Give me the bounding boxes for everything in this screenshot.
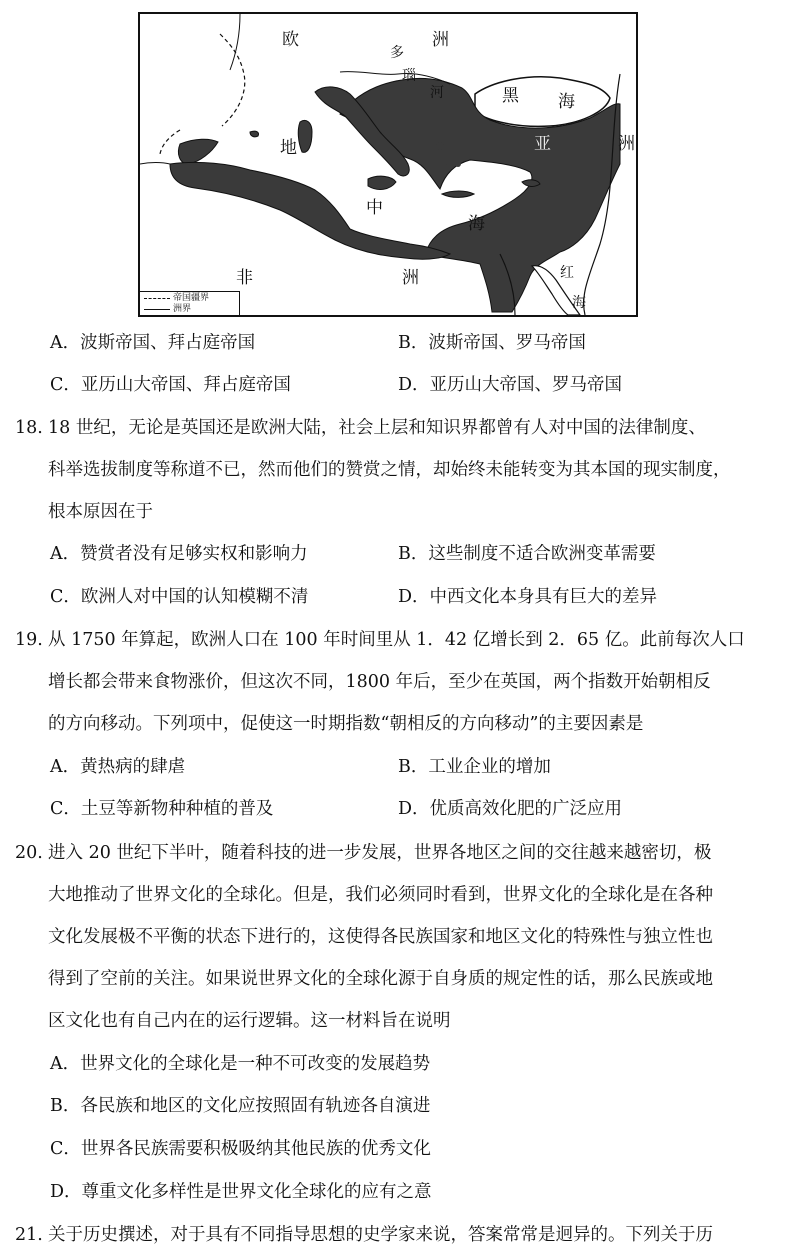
q18-option-d: D．中西文化本身具有巨大的差异	[398, 587, 658, 607]
historical-map	[138, 12, 638, 317]
q21-number: 21.	[15, 1225, 43, 1245]
q17-option-c: C．亚历山大帝国、拜占庭帝国	[50, 375, 291, 395]
q19-stem-line-3: 的方向移动。下列项中，促使这一时期指数“朝相反的方向移动”的主要因素是	[48, 714, 644, 734]
legend-empire-border-label: 帝国疆界	[173, 293, 210, 303]
label-asia-2: 洲	[618, 134, 635, 154]
label-med-2: 中	[366, 198, 383, 218]
label-europe-2: 洲	[432, 30, 449, 50]
q18-option-c: C．欧洲人对中国的认知模糊不清	[50, 587, 309, 607]
island-dot	[443, 164, 448, 169]
dashed-line-icon	[144, 298, 170, 299]
q18-number: 18.	[15, 418, 43, 438]
label-red-sea-2: 海	[572, 295, 586, 311]
legend-empire-border	[144, 293, 235, 304]
label-africa-2: 洲	[402, 268, 419, 288]
q19-option-c: C．土豆等新物种种植的普及	[50, 799, 274, 819]
q19-stem-line-1: 从 1750 年算起，欧洲人口在 100 年时间里从 1．42 亿增长到 2．65 亿。此前每次人口	[48, 630, 745, 650]
label-africa-1: 非	[236, 268, 253, 288]
label-med-1: 地	[280, 138, 297, 158]
label-black-sea-2: 海	[558, 92, 575, 112]
q17-option-d: D．亚历山大帝国、罗马帝国	[398, 375, 623, 395]
empire-balearic	[250, 131, 259, 137]
legend-continent-border-label: 洲界	[173, 304, 192, 314]
label-danube-3: 河	[430, 85, 444, 101]
q17-option-b: B．波斯帝国、罗马帝国	[398, 333, 586, 353]
q21-stem-line-1: 关于历史撰述，对于具有不同指导思想的史学家来说，答案常常是迥异的。下列关于历	[48, 1225, 713, 1245]
q18-stem-line-1: 18 世纪，无论是英国还是欧洲大陆，社会上层和知识界都曾有人对中国的法律制度、	[48, 418, 706, 438]
label-med-3: 海	[468, 214, 485, 234]
solid-line-icon	[144, 309, 170, 310]
q19-option-a: A．黄热病的肆虐	[50, 757, 186, 777]
q18-stem-line-3: 根本原因在于	[48, 502, 153, 522]
q18-stem-line-2: 科举选拔制度等称道不已，然而他们的赞赏之情，却始终未能转变为其本国的现实制度，	[48, 460, 731, 480]
label-danube-1: 多	[390, 45, 404, 61]
q20-stem-line-1: 进入 20 世纪下半叶，随着科技的进一步发展，世界各地区之间的交往越来越密切，极	[48, 843, 712, 863]
q20-option-b: B．各民族和地区的文化应按照固有轨迹各自演进	[50, 1096, 431, 1116]
q18-option-b: B．这些制度不适合欧洲变革需要	[398, 544, 656, 564]
label-danube-2: 瑙	[402, 68, 416, 84]
map-legend	[140, 291, 240, 315]
q20-number: 20.	[15, 843, 43, 863]
q20-stem-line-4: 得到了空前的关注。如果说世界文化的全球化源于自身质的规定性的话，那么民族或地	[48, 969, 713, 989]
island-dot	[455, 161, 461, 167]
q20-stem-line-3: 文化发展极不平衡的状态下进行的，这使得各民族国家和地区文化的特殊性与独立性也	[48, 927, 713, 947]
island-dot	[436, 142, 444, 150]
empire-sardinia	[298, 120, 312, 152]
label-asia-1: 亚	[534, 134, 551, 154]
q17-option-a: A．波斯帝国、拜占庭帝国	[50, 333, 256, 353]
q20-option-a: A．世界文化的全球化是一种不可改变的发展趋势	[50, 1054, 431, 1074]
q20-option-c: C．世界各民族需要积极吸纳其他民族的优秀文化	[50, 1139, 431, 1159]
q19-option-b: B．工业企业的增加	[398, 757, 551, 777]
q18-option-a: A．赞赏者没有足够实权和影响力	[50, 544, 308, 564]
q20-stem-line-5: 区文化也有自己内在的运行逻辑。这一材料旨在说明	[48, 1011, 451, 1031]
legend-continent-border	[144, 304, 235, 315]
q19-stem-line-2: 增长都会带来食物涨价，但这次不同，1800 年后，至少在英国，两个指数开始朝相反	[48, 672, 711, 692]
q19-number: 19.	[15, 630, 43, 650]
island-dot	[447, 151, 453, 157]
label-europe-1: 欧	[282, 30, 299, 50]
q19-option-d: D．优质高效化肥的广泛应用	[398, 799, 623, 819]
q20-option-d: D．尊重文化多样性是世界文化全球化的应有之意	[50, 1182, 432, 1202]
label-red-sea-1: 红	[560, 265, 574, 281]
q20-stem-line-2: 大地推动了世界文化的全球化。但是，我们必须同时看到，世界文化的全球化是在各种	[48, 885, 713, 905]
label-black-sea-1: 黑	[502, 86, 519, 106]
